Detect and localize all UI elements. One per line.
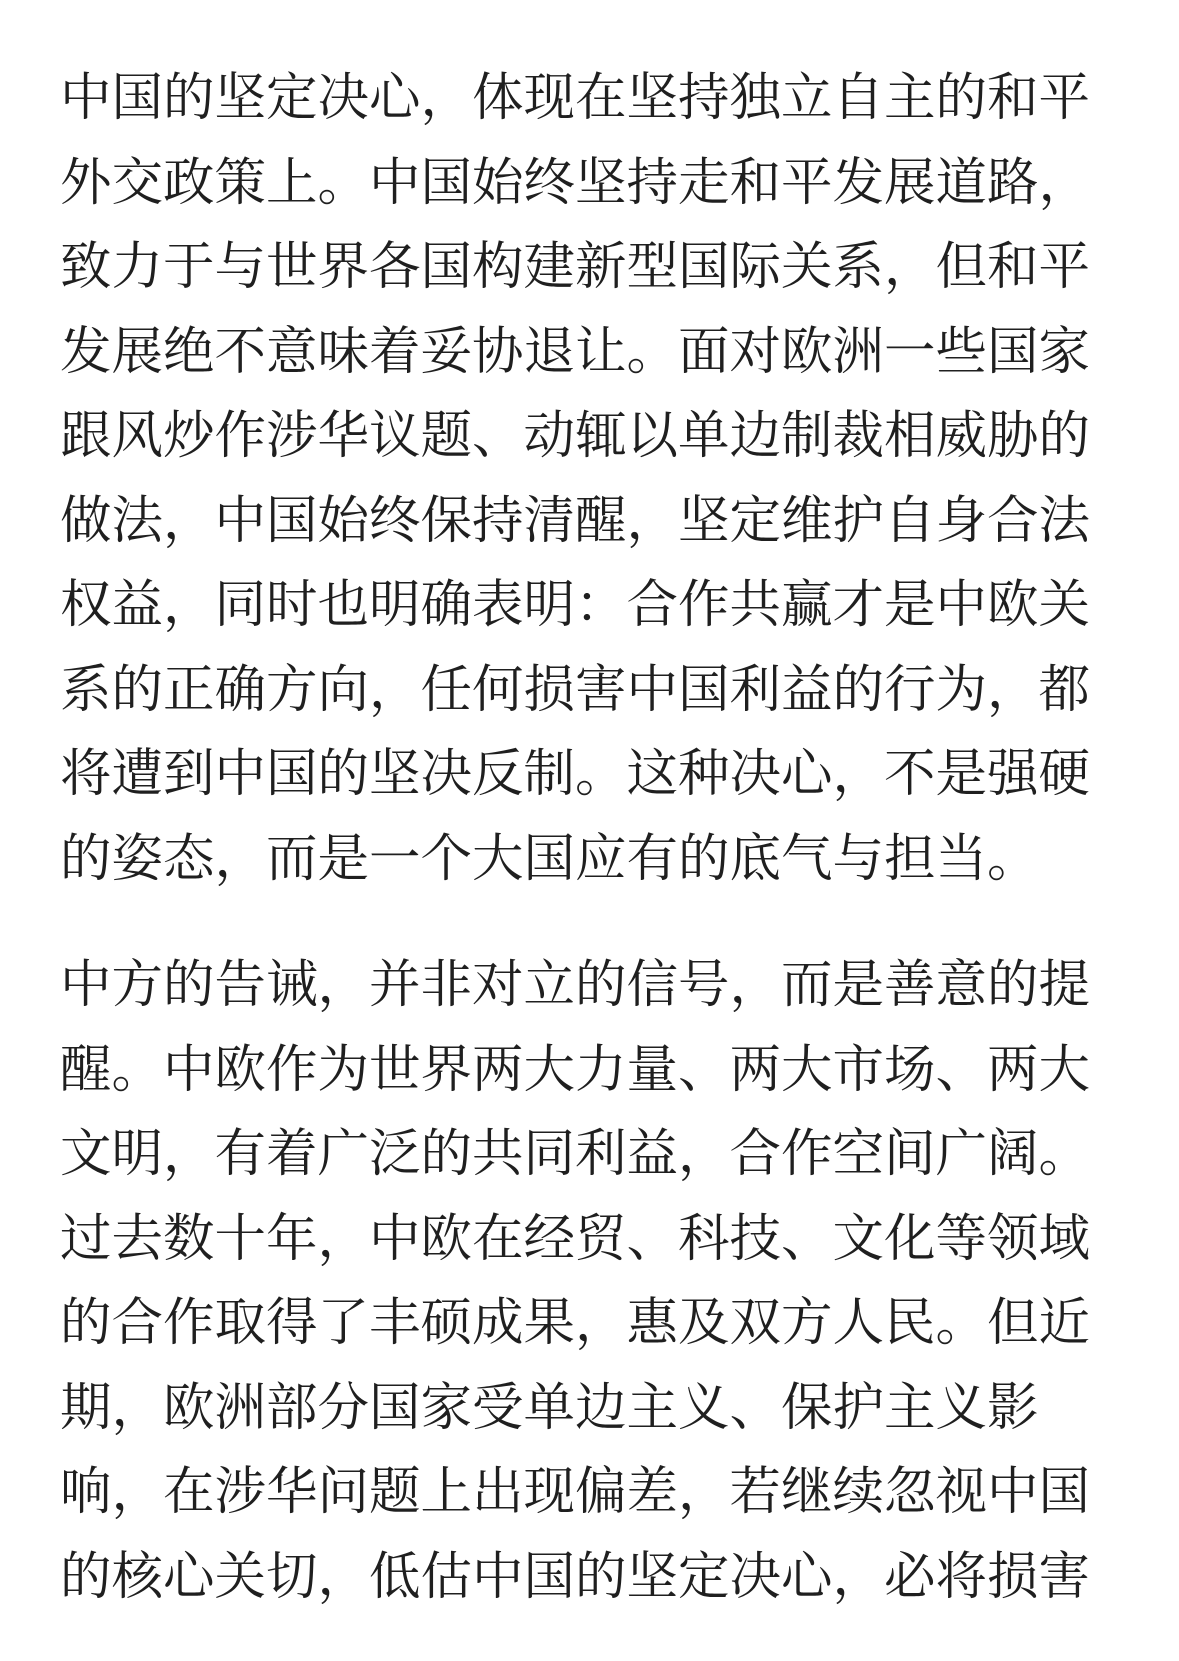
- text-line: 中国的坚定决心，体现在坚持独立自主的和平: [60, 68, 1091, 128]
- text-line: 中方的告诫，并非对立的信号，而是善意的提: [60, 955, 1091, 1015]
- text-line: 醒。中欧作为世界两大力量、两大市场、两大: [60, 1039, 1091, 1100]
- text-line: 的合作取得了丰硕成果，惠及双方人民。但近: [60, 1293, 1091, 1353]
- text-line: 做法，中国始终保持清醒，坚定维护自身合法: [60, 490, 1091, 551]
- text-line: 的姿态，而是一个大国应有的底气与担当。: [60, 828, 1039, 889]
- text-line: 外交政策上。中国始终坚持走和平发展道路，: [60, 152, 1091, 213]
- text-line: 响，在涉华问题上出现偏差，若继续忽视中国: [60, 1462, 1091, 1522]
- paragraph-2: [60, 943, 1120, 1619]
- text-line: 将遭到中国的坚决反制。这种决心，不是强硬: [60, 744, 1091, 804]
- paragraph-1: [60, 56, 1120, 901]
- text-line: 的核心关切，低估中国的坚定决心，必将损害: [60, 1546, 1091, 1607]
- text-line: 系的正确方向，任何损害中国利益的行为，都: [60, 659, 1091, 720]
- text-line: 期，欧洲部分国家受单边主义、保护主义影: [60, 1377, 1039, 1438]
- text-line: 过去数十年，中欧在经贸、科技、文化等领域: [60, 1208, 1091, 1269]
- text-line: 发展绝不意味着妥协退让。面对欧洲一些国家: [60, 321, 1091, 382]
- article-body: [60, 56, 1120, 1661]
- text-line: 跟风炒作涉华议题、动辄以单边制裁相威胁的: [60, 406, 1091, 466]
- text-line: 致力于与世界各国构建新型国际关系，但和平: [60, 237, 1091, 297]
- text-line: 文明，有着广泛的共同利益，合作空间广阔。: [60, 1124, 1091, 1184]
- text-line: 权益，同时也明确表明：合作共赢才是中欧关: [60, 575, 1091, 635]
